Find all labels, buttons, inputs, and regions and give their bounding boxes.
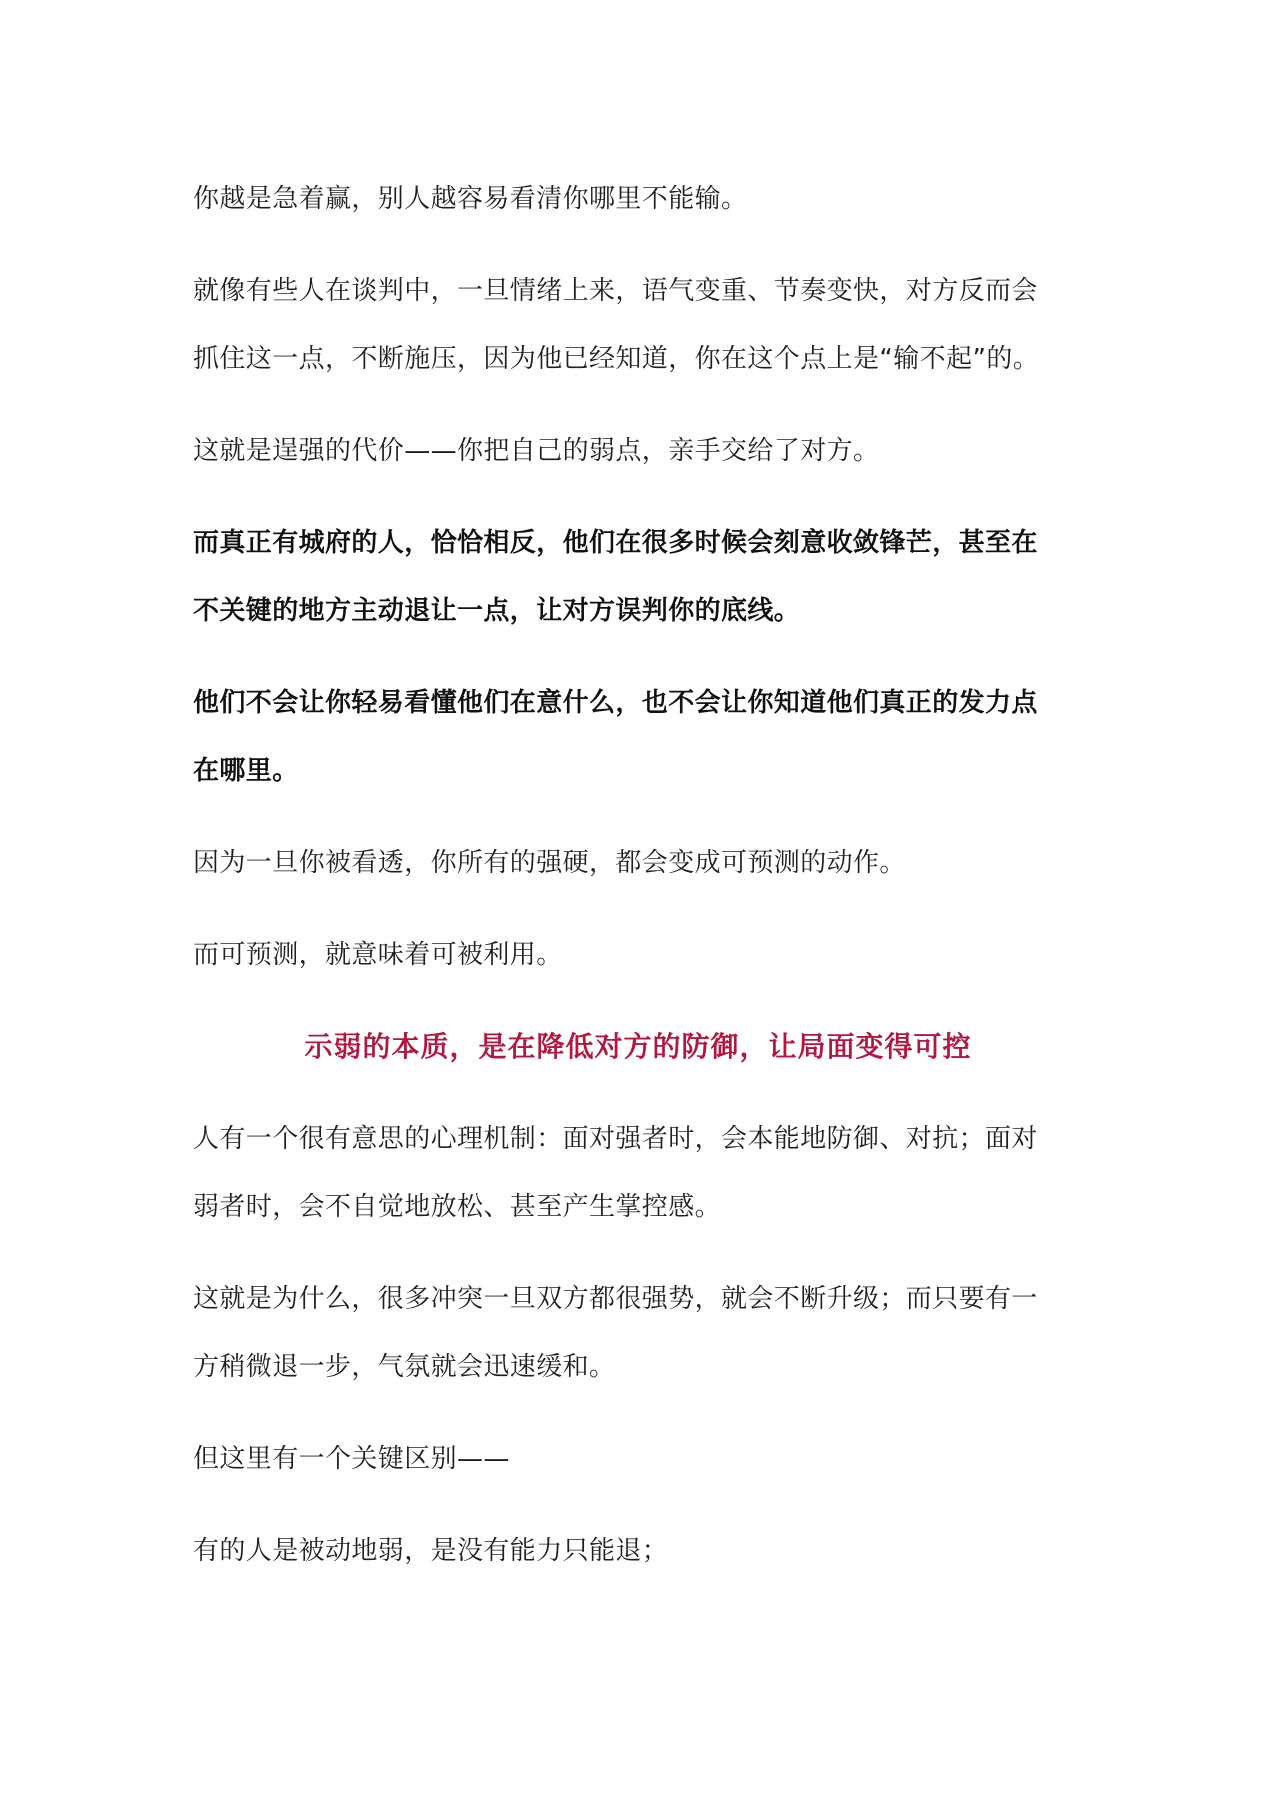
paragraph	[193, 417, 1083, 485]
text-line: 方稍微退一步，气氛就会迅速缓和。	[193, 1352, 616, 1382]
bold-paragraph	[193, 669, 1083, 805]
text-line: 你越是急着赢，别人越容易看清你哪里不能输。	[193, 184, 748, 214]
text-line: 而真正有城府的人，恰恰相反，他们在很多时候会刻意收敛锋芒，甚至在	[193, 528, 1038, 558]
text-line: 人有一个很有意思的心理机制：面对强者时，会本能地防御、对抗；面对	[193, 1124, 1038, 1154]
paragraph	[193, 165, 1083, 233]
paragraph	[193, 921, 1083, 989]
paragraph	[193, 1265, 1083, 1401]
text-line: 因为一旦你被看透，你所有的强硬，都会变成可预测的动作。	[193, 848, 906, 878]
text-line: 这就是为什么，很多冲突一旦双方都很强势，就会不断升级；而只要有一	[193, 1284, 1038, 1314]
section-heading: 示弱的本质，是在降低对方的防御，让局面变得可控	[304, 1030, 972, 1063]
text-line: 有的人是被动地弱，是没有能力只能退；	[193, 1536, 669, 1566]
paragraph	[193, 1517, 1083, 1585]
paragraph	[193, 1425, 1083, 1493]
text-line: 抓住这一点，不断施压，因为他已经知道，你在这个点上是“输不起”的。	[193, 344, 1040, 374]
text-line: 但这里有一个关键区别——	[193, 1444, 510, 1474]
paragraph	[193, 1105, 1083, 1241]
text-line: 不关键的地方主动退让一点，让对方误判你的底线。	[193, 596, 801, 626]
text-line: 这就是逞强的代价——你把自己的弱点，亲手交给了对方。	[193, 436, 880, 466]
text-line: 弱者时，会不自觉地放松、甚至产生掌控感。	[193, 1192, 722, 1222]
article-body	[193, 165, 1083, 1585]
paragraph	[193, 829, 1083, 897]
text-line: 他们不会让你轻易看懂他们在意什么，也不会让你知道他们真正的发力点	[193, 688, 1038, 718]
bold-paragraph	[193, 509, 1083, 645]
text-line: 就像有些人在谈判中，一旦情绪上来，语气变重、节奏变快，对方反而会	[193, 276, 1038, 306]
paragraph	[193, 257, 1083, 393]
text-line: 在哪里。	[193, 756, 299, 786]
text-line: 而可预测，就意味着可被利用。	[193, 940, 563, 970]
